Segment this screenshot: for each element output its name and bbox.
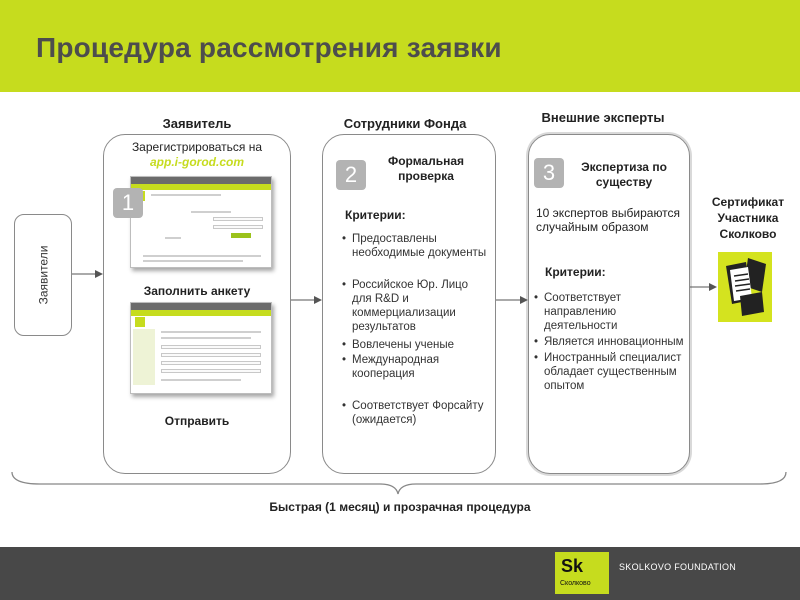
registration-link[interactable]: app.i-gorod.com [150, 155, 244, 169]
step2-criteria-list [342, 232, 490, 427]
step2-criteria-label: Критерии: [345, 208, 406, 222]
header-bar [0, 0, 800, 92]
applicants-label-wrap [14, 214, 72, 336]
footer-bar [0, 547, 800, 600]
step3-criterion: • Иностранный специалист обладает существенным опытом [534, 351, 684, 393]
page-title: Процедура рассмотрения заявки [36, 32, 502, 63]
step2-number-badge: 2 [336, 160, 366, 190]
bottom-caption: Быстрая (1 месяц) и прозрачная процедура [269, 500, 531, 514]
certificate-documents-icon [718, 252, 772, 322]
logo-text: Sk [561, 556, 584, 576]
column-heading-staff: Сотрудники Фонда [343, 116, 467, 131]
column-heading-experts: Внешние эксперты [541, 110, 665, 125]
step3-criteria-label: Критерии: [545, 265, 606, 279]
submit-label: Отправить [164, 414, 230, 428]
step2-criterion: • Российское Юр. Лицо для R&D и коммерциализации результатов [342, 278, 490, 334]
fill-form-label: Заполнить анкету [143, 284, 251, 298]
step2-criterion: • Соответствует Форсайту (ожидается) [342, 399, 490, 427]
applicants-label: Заявители [36, 245, 50, 305]
step2-criterion: • Предоставлены необходимые документы [342, 232, 490, 260]
step3-criterion: • Является инновационным [534, 335, 684, 349]
step3-criteria-list [534, 291, 684, 393]
step1-number-badge: 1 [113, 188, 143, 218]
step3-criterion: • Соответствует направлению деятельности [534, 291, 684, 333]
column-heading-applicant: Заявитель [162, 116, 232, 131]
foundation-name: SKOLKOVO FOUNDATION [619, 562, 737, 572]
application-form-screenshot [130, 302, 272, 394]
step2-title: Формальная проверка [387, 154, 465, 183]
step2-criterion: • Международная кооперация [342, 353, 490, 381]
register-text: Зарегистрироваться на [131, 140, 263, 154]
experts-note: 10 экспертов выбираются случайным образом [536, 206, 681, 234]
step2-criterion: • Вовлечены ученые [342, 338, 490, 352]
certificate-label: Сертификат Участника Сколково [711, 195, 785, 241]
step3-title: Экспертиза по существу [581, 160, 667, 189]
logo-subtext: Сколково [560, 580, 591, 587]
registration-page-screenshot [130, 176, 272, 268]
skolkovo-logo [555, 552, 609, 594]
step3-number-badge: 3 [534, 158, 564, 188]
process-brace [12, 472, 786, 494]
